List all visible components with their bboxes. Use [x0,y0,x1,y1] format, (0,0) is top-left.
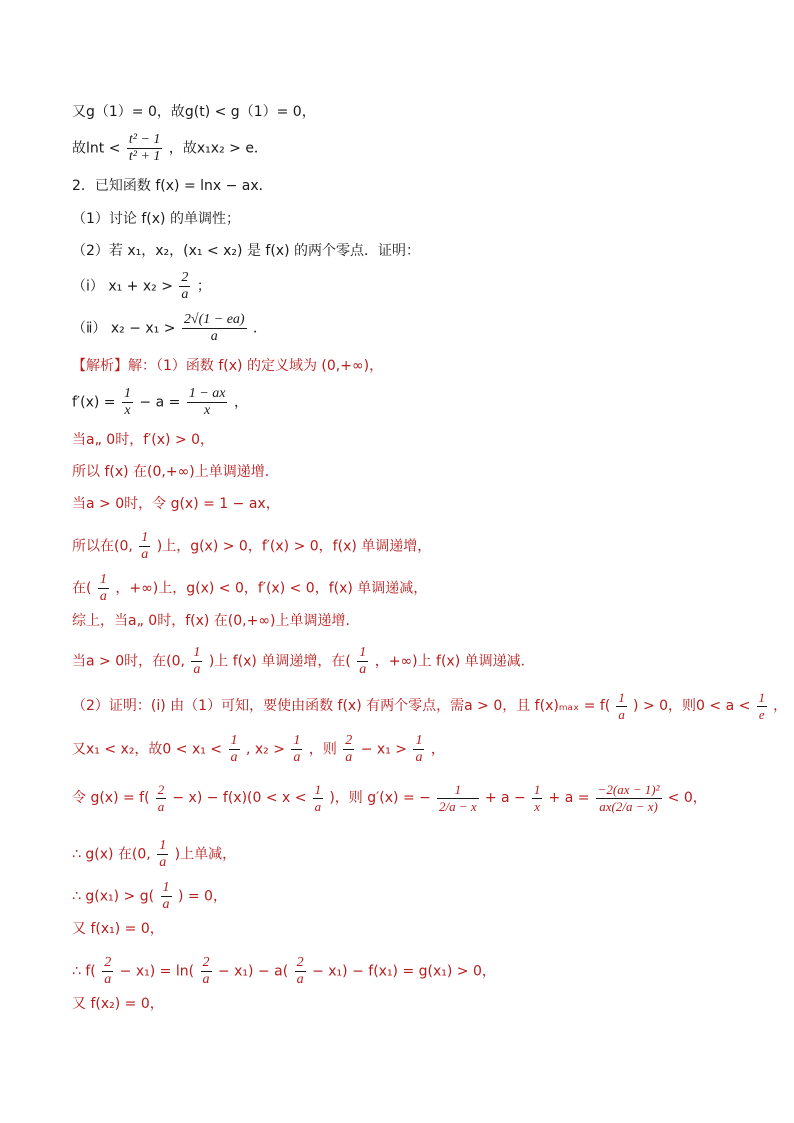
fraction-denominator: a [415,750,423,765]
line-middle: ) > 0，则0 < a < [633,698,751,714]
fraction [139,530,150,563]
solution-heading [72,357,383,375]
fraction [157,838,168,871]
derivative-line [72,386,248,419]
fraction [616,690,627,723]
line-text: 所以 f(x) 在(0,+∞)上单调递增． [72,464,279,480]
line-prefix: f′(x) = [72,394,116,411]
fraction-numerator: 1 [618,690,625,705]
fraction-denominator: t² + 1 [128,149,161,164]
line-text: 又g（1）= 0，故g(t) < g（1）= 0， [72,104,316,120]
line-middle: + a − [484,790,526,806]
fraction-numerator: 1 [99,572,107,587]
fraction-numerator: 1 [437,782,479,799]
fraction [191,645,202,678]
line-middle: − x₁) = ln( [119,963,195,980]
fraction [156,782,167,815]
line-middle: , x₂ > [245,741,285,758]
fraction-denominator: a [141,547,149,562]
line-suffix: )上，g(x) > 0，f′(x) > 0，f(x) 单调递增， [156,538,432,555]
fraction-denominator: a [345,750,353,765]
fraction-denominator: a [618,707,625,722]
fraction [291,733,302,766]
fraction [161,880,172,913]
fraction-denominator: a [157,799,165,814]
solution-line [72,955,496,988]
line-suffix: ，+∞)上，g(x) < 0，f′(x) < 0，f(x) 单调递减， [115,580,428,597]
fraction-denominator: a [193,662,201,677]
line-suffix: )上单减， [174,846,237,863]
fraction [437,782,479,815]
line-suffix: ，+∞)上 f(x) 单调递减． [374,653,535,670]
line-middle: ，则 [308,741,337,758]
line-text: 当a„ 0时，f′(x) > 0， [72,432,215,448]
fraction-numerator: 1 [415,733,423,748]
line-middle: )，则 g′(x) = − [329,790,431,806]
fraction [201,955,212,988]
line-suffix: − x₁) − f(x₁) = g(x₁) > 0， [312,963,496,980]
fraction-numerator: 1 [533,782,541,797]
fraction-denominator: x [534,799,541,814]
line-prefix: ∴ g(x) 在(0, [72,846,151,863]
line-prefix: 故lnt < [72,140,121,157]
line-prefix: ∴ g(x₁) > g( [72,888,155,905]
line-prefix: （ⅰ） x₁ + x₂ > [72,278,173,295]
fraction [98,572,109,605]
fraction-denominator: a [293,750,301,765]
line-text: （2）若 x₁，x₂，(x₁ < x₂) 是 f(x) 的两个零点．证明： [72,243,420,259]
line-text: 2．已知函数 f(x) = lnx − ax． [72,178,273,194]
line-text: 解：（1）函数 f(x) 的定义域为 (0,+∞)， [128,358,384,374]
fraction [182,312,247,345]
line-suffix: ， [773,698,788,714]
fraction-numerator: 2 [104,955,112,970]
fraction [357,645,368,678]
fraction-numerator: 1 [359,645,367,660]
fraction-denominator: a [181,287,189,302]
fraction-denominator: 2/a − x [439,799,477,814]
fraction-numerator: 2 [181,270,189,285]
fraction-numerator: 1 [159,838,167,853]
fraction [102,955,113,988]
fraction-numerator: 2√(1 − ea) [183,312,245,327]
line-suffix: ，故x₁x₂ > e． [168,140,268,157]
fraction [187,386,228,419]
problem-2-part-1 [72,210,240,228]
fraction-numerator: 2 [202,955,210,970]
fraction-denominator: x [124,403,131,418]
line-prefix: 又x₁ < x₂，故0 < x₁ < [72,741,223,758]
line-prefix: 所以在(0, [72,538,133,555]
line-middle: )上 f(x) 单调递增，在( [208,653,351,670]
solution-line [72,690,787,723]
line-suffix: ， [233,394,248,411]
fraction-numerator: 1 [758,690,765,705]
solution-line [72,431,214,449]
fraction-denominator: ax(2/a − x) [599,799,658,814]
fraction-denominator: a [202,972,210,987]
line-text: 综上，当a„ 0时，f(x) 在(0,+∞)上单调递增． [72,613,360,629]
solution-line [72,782,707,815]
fraction [343,733,354,766]
solution-line [72,495,280,513]
fraction-denominator: x [204,403,211,418]
fraction-numerator: −2(ax − 1)² [597,782,660,797]
problem-2-part-2 [72,242,420,260]
line-suffix: ) = 0， [177,888,227,905]
fraction [179,270,190,303]
problem-2-title [72,177,273,195]
fraction-numerator: 1 [293,733,301,748]
solution-line [72,838,236,871]
problem-2-part-ii [72,312,267,345]
fraction-numerator: 1 − ax [188,386,226,401]
fraction-numerator: 2 [345,733,353,748]
line-prefix: （ⅱ） x₂ − x₁ > [72,320,176,337]
fraction-numerator: 1 [230,733,238,748]
line-prefix: 在( [72,580,92,597]
fraction-numerator: 1 [314,782,322,797]
fraction [229,733,240,766]
line-text: （1）讨论 f(x) 的单调性； [72,211,240,227]
fraction-denominator: a [296,972,304,987]
fraction-numerator: 1 [141,530,149,545]
solution-line [72,995,164,1013]
line-prefix: 当a > 0时，在(0, [72,653,185,670]
fraction-denominator: e [758,707,765,722]
fraction-numerator: 1 [123,386,131,401]
solution-line [72,572,427,605]
fraction [532,782,543,815]
fraction [757,690,768,723]
solution-line [72,612,359,630]
line-middle: − x₁ > [360,741,408,758]
fraction-denominator: a [230,750,238,765]
fraction-numerator: t² − 1 [128,132,161,147]
fraction-denominator: a [210,329,218,344]
fraction-numerator: 1 [193,645,201,660]
solution-line [72,880,227,913]
text-line-1 [72,103,316,121]
fraction [413,733,424,766]
fraction-denominator: a [159,855,167,870]
line-text: 又 f(x₁) = 0， [72,921,164,937]
solution-line [72,463,279,481]
fraction [127,132,163,165]
solution-line [72,645,535,678]
line-middle: + a = [548,790,590,806]
line-suffix: ， [430,741,445,758]
text-line-2 [72,132,268,165]
line-prefix: （2）证明：(i) 由（1）可知，要使由函数 f(x) 有两个零点，需a > 0，且 f(x)ₘₐₓ = f( [72,698,611,714]
problem-2-part-i [72,270,211,303]
fraction [122,386,133,419]
solution-line [72,733,445,766]
fraction-denominator: a [162,897,170,912]
fraction-numerator: 2 [296,955,304,970]
fraction-denominator: a [359,662,367,677]
line-middle: − a = [139,394,181,411]
solution-line [72,920,164,938]
fraction-numerator: 2 [157,782,165,797]
solution-line [72,530,431,563]
line-text: 又 f(x₂) = 0， [72,996,164,1012]
line-middle: − x₁) − a( [217,963,289,980]
line-suffix: ； [196,278,211,295]
fraction [295,955,306,988]
line-suffix: ． [253,320,268,337]
line-text: 当a > 0时，令 g(x) = 1 − ax， [72,496,280,512]
analysis-tag: 【解析】 [72,358,128,374]
fraction-denominator: a [314,799,322,814]
line-middle: − x) − f(x)(0 < x < [172,790,307,806]
line-prefix: ∴ f( [72,963,96,980]
line-prefix: 令 g(x) = f( [72,790,150,806]
fraction-denominator: a [104,972,112,987]
fraction [313,782,324,815]
fraction [596,782,662,815]
line-suffix: < 0， [667,790,707,806]
fraction-denominator: a [99,589,107,604]
fraction-numerator: 1 [162,880,170,895]
